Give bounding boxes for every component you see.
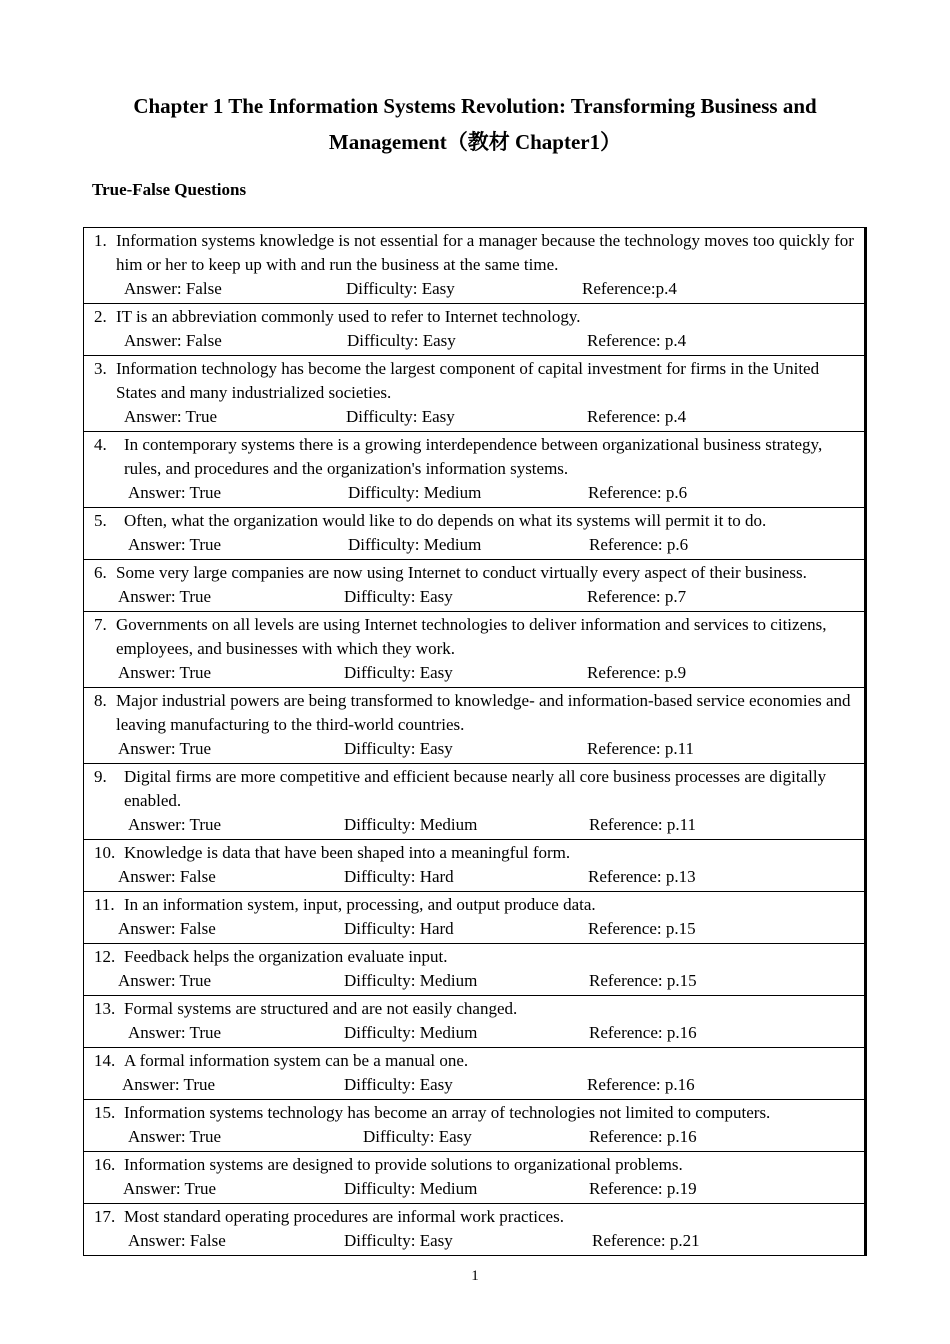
reference-label: Reference: p.4 <box>587 331 687 350</box>
difficulty-label: Difficulty: Easy <box>344 1231 453 1250</box>
question-number: 6. <box>94 563 107 582</box>
question-number: 8. <box>94 691 107 710</box>
question-row-10 <box>84 839 864 891</box>
title-line-1: Chapter 1 The Information Systems Revolution: Transforming Business and <box>133 94 817 118</box>
question-text: Information systems technology has become an array of technologies not limited to computers. <box>124 1103 771 1122</box>
reference-label: Reference: p.16 <box>587 1075 695 1094</box>
reference-label: Reference: p.16 <box>589 1127 697 1146</box>
question-number: 15. <box>94 1103 116 1122</box>
difficulty-label: Difficulty: Medium <box>344 815 478 834</box>
answer-label: Answer: True <box>128 1127 222 1146</box>
reference-label: Reference: p.11 <box>589 815 696 834</box>
difficulty-label: Difficulty: Medium <box>348 535 482 554</box>
difficulty-label: Difficulty: Hard <box>344 919 454 938</box>
answer-label: Answer: True <box>124 407 218 426</box>
question-number: 12. <box>94 947 116 966</box>
difficulty-label: Difficulty: Easy <box>344 1075 453 1094</box>
reference-label: Reference: p.11 <box>587 739 694 758</box>
question-number: 13. <box>94 999 116 1018</box>
question-text: Formal systems are structured and are not easily changed. <box>124 999 518 1018</box>
question-number: 9. <box>94 767 107 786</box>
reference-label: Reference: p.19 <box>589 1179 697 1198</box>
answer-label: Answer: True <box>118 663 212 682</box>
difficulty-label: Difficulty: Easy <box>344 739 453 758</box>
question-number: 4. <box>94 435 107 454</box>
question-text: Information systems knowledge is not essential for a manager because the technology moves too quickly for him or her to keep up with and run the business at the same time. <box>116 231 854 274</box>
question-text: In an information system, input, processing, and output produce data. <box>124 895 596 914</box>
question-text: Major industrial powers are being transformed to knowledge- and information-based service economies and leaving manufacturing to the third-world countries. <box>116 691 851 734</box>
difficulty-label: Difficulty: Easy <box>346 407 455 426</box>
answer-label: Answer: False <box>128 1231 226 1250</box>
answer-label: Answer: True <box>128 815 222 834</box>
reference-label: Reference: p.16 <box>589 1023 697 1042</box>
page-number: 1 <box>471 1268 479 1284</box>
question-text: Governments on all levels are using Internet technologies to deliver information and services to citizens, employees, and businesses with which they work. <box>116 615 827 658</box>
answer-label: Answer: True <box>128 1023 222 1042</box>
question-row-12 <box>84 943 864 995</box>
question-row-6 <box>84 559 864 611</box>
question-number: 3. <box>94 359 107 378</box>
question-row-5 <box>84 507 864 559</box>
reference-label: Reference: p.6 <box>588 483 688 502</box>
question-number: 16. <box>94 1155 116 1174</box>
title-line-2: Management（教材 Chapter1） <box>328 130 622 154</box>
answer-label: Answer: True <box>128 535 222 554</box>
difficulty-label: Difficulty: Hard <box>344 867 454 886</box>
question-text: Some very large companies are now using Internet to conduct virtually every aspect of their business. <box>116 563 807 582</box>
difficulty-label: Difficulty: Easy <box>347 331 456 350</box>
question-row-11 <box>84 891 864 943</box>
reference-label: Reference: p.7 <box>587 587 687 606</box>
reference-label: Reference: p.15 <box>588 919 696 938</box>
question-row-16 <box>84 1151 864 1203</box>
question-row-8 <box>84 687 864 763</box>
difficulty-label: Difficulty: Medium <box>344 1179 478 1198</box>
answer-label: Answer: True <box>123 1179 217 1198</box>
reference-label: Reference: p.15 <box>589 971 697 990</box>
question-text: Feedback helps the organization evaluate input. <box>124 947 448 966</box>
reference-label: Reference: p.9 <box>587 663 687 682</box>
question-text: Most standard operating procedures are informal work practices. <box>124 1207 564 1226</box>
reference-label: Reference: p.13 <box>588 867 696 886</box>
reference-label: Reference: p.6 <box>589 535 689 554</box>
question-row-1 <box>84 228 864 303</box>
difficulty-label: Difficulty: Easy <box>363 1127 472 1146</box>
question-number: 17. <box>94 1207 116 1226</box>
question-number: 14. <box>94 1051 116 1070</box>
question-row-7 <box>84 611 864 687</box>
question-row-3 <box>84 355 864 431</box>
answer-label: Answer: True <box>118 739 212 758</box>
question-text: Information systems are designed to provide solutions to organizational problems. <box>124 1155 683 1174</box>
question-text: A formal information system can be a manual one. <box>124 1051 469 1070</box>
difficulty-label: Difficulty: Easy <box>344 663 453 682</box>
question-number: 11. <box>94 895 115 914</box>
difficulty-label: Difficulty: Medium <box>344 1023 478 1042</box>
reference-label: Reference: p.4 <box>587 407 687 426</box>
difficulty-label: Difficulty: Medium <box>348 483 482 502</box>
question-number: 5. <box>94 511 107 530</box>
question-row-9 <box>84 763 864 839</box>
difficulty-label: Difficulty: Medium <box>344 971 478 990</box>
question-row-2 <box>84 303 864 355</box>
question-text: IT is an abbreviation commonly used to refer to Internet technology. <box>116 307 581 326</box>
question-text: Information technology has become the largest component of capital investment for firms in the United States and many industrialized societies. <box>116 359 820 402</box>
question-text: Knowledge is data that have been shaped into a meaningful form. <box>124 843 571 862</box>
answer-label: Answer: False <box>124 331 222 350</box>
question-text: Often, what the organization would like to do depends on what its systems will permit it to do. <box>124 511 767 530</box>
answer-label: Answer: True <box>122 1075 216 1094</box>
answer-label: Answer: True <box>118 587 212 606</box>
question-text: In contemporary systems there is a growing interdependence between organizational business strategy, rules, and procedures and the organization's information systems. <box>124 435 823 478</box>
question-text: Digital firms are more competitive and efficient because nearly all core business processes are digitally enabled. <box>124 767 827 810</box>
difficulty-label: Difficulty: Easy <box>344 587 453 606</box>
reference-label: Reference:p.4 <box>582 279 677 298</box>
question-row-14 <box>84 1047 864 1099</box>
answer-label: Answer: False <box>124 279 222 298</box>
answer-label: Answer: False <box>118 919 216 938</box>
question-number: 7. <box>94 615 107 634</box>
question-row-4 <box>84 431 864 507</box>
question-number: 2. <box>94 307 107 326</box>
question-number: 1. <box>94 231 107 250</box>
questions-table <box>83 227 867 1256</box>
page-title <box>60 88 890 160</box>
question-number: 10. <box>94 843 116 862</box>
answer-label: Answer: True <box>118 971 212 990</box>
question-row-13 <box>84 995 864 1047</box>
question-row-15 <box>84 1099 864 1151</box>
answer-label: Answer: False <box>118 867 216 886</box>
reference-label: Reference: p.21 <box>592 1231 700 1250</box>
difficulty-label: Difficulty: Easy <box>346 279 455 298</box>
question-row-17 <box>84 1203 864 1255</box>
section-heading: True-False Questions <box>92 180 247 199</box>
answer-label: Answer: True <box>128 483 222 502</box>
